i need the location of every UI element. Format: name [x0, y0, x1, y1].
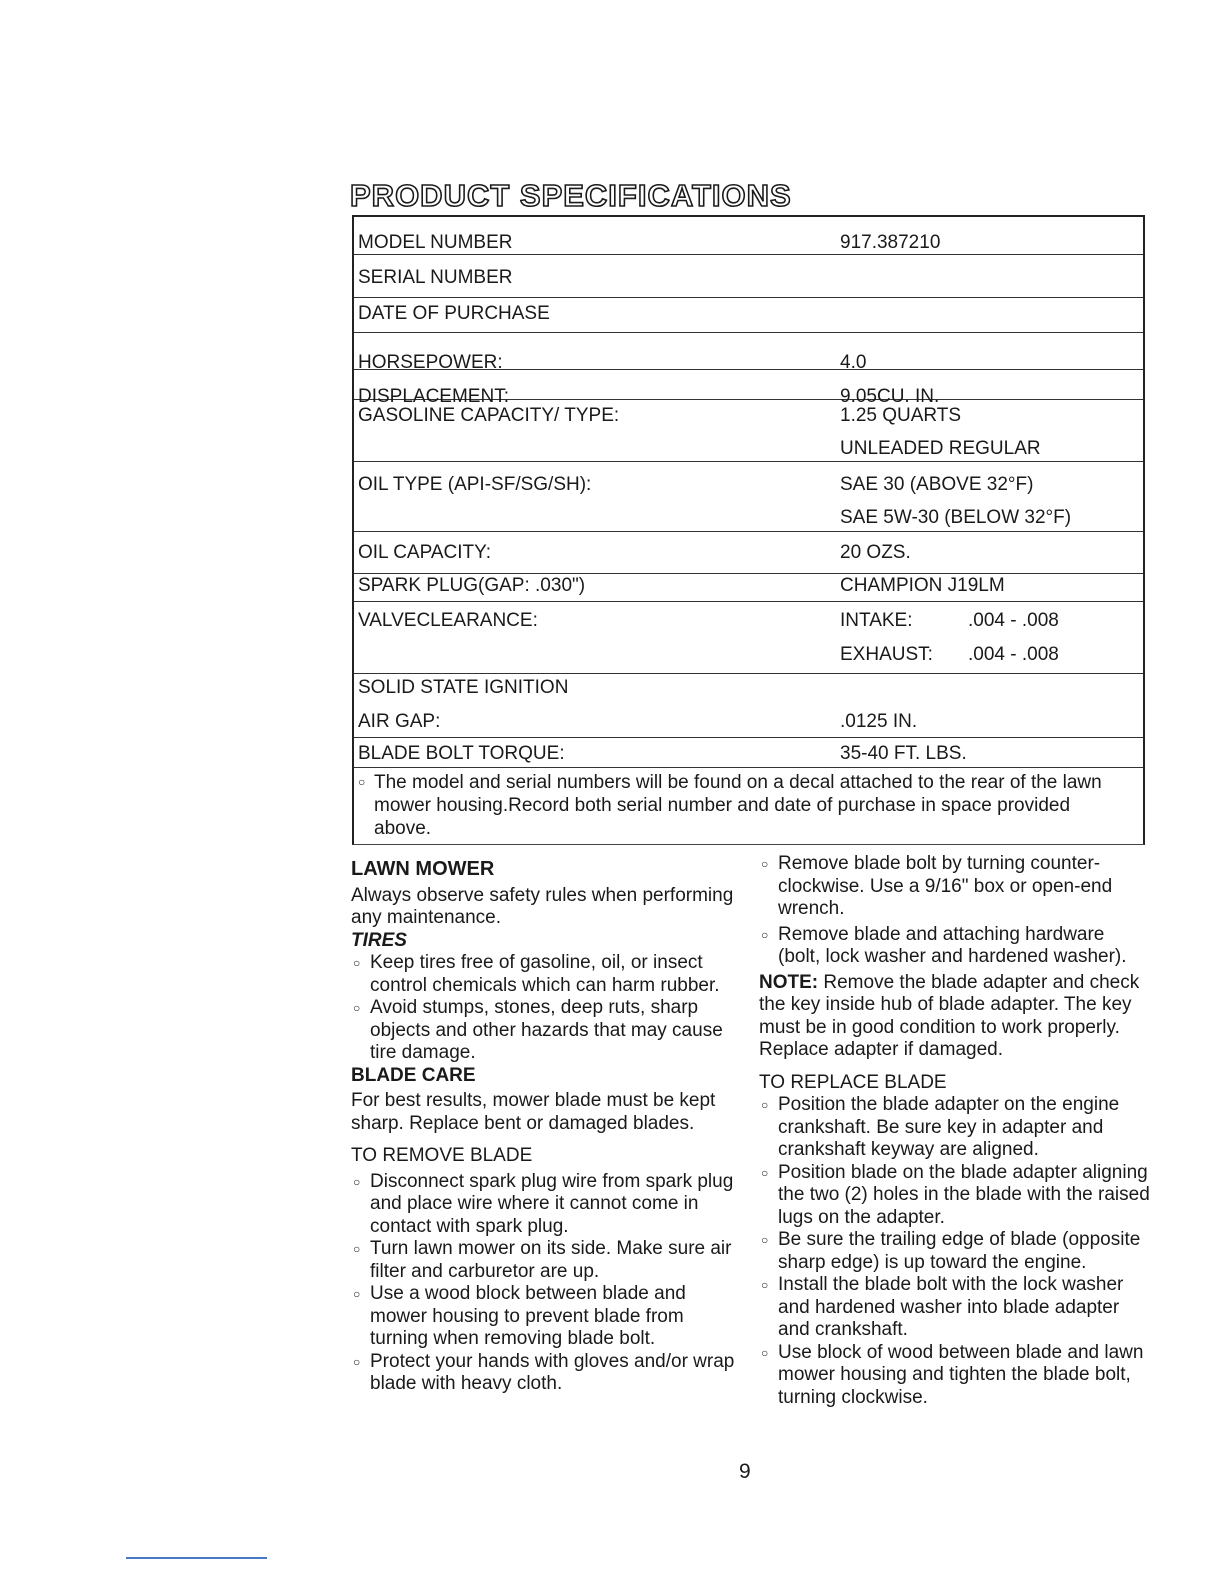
list-item-text: Be sure the trailing edge of blade (opposite sharp edge) is up toward the engine.	[778, 1229, 1141, 1273]
spec-label: SPARK PLUG(GAP: .030")	[358, 575, 586, 596]
bullet-icon: ○	[353, 1242, 361, 1256]
spec-value: SAE 5W-30 (BELOW 32°F)	[840, 507, 1072, 528]
list-item	[351, 1238, 743, 1283]
spec-label: SOLID STATE IGNITION	[358, 677, 569, 698]
note-paragraph	[759, 972, 1151, 1062]
spec-value: UNLEADED REGULAR	[840, 438, 1041, 459]
note-label: NOTE:	[759, 971, 819, 993]
spec-value: .004 - .008	[968, 644, 1059, 665]
list-item	[759, 924, 1151, 969]
spec-value: .004 - .008	[968, 610, 1059, 631]
bullet-icon: ○	[358, 775, 366, 789]
spec-row-spark-plug	[354, 574, 1143, 602]
bullet-icon: ○	[761, 857, 769, 871]
bullet-icon: ○	[761, 1098, 769, 1112]
spec-row-gasoline	[354, 400, 1143, 462]
page-title: PRODUCT SPECIFICATIONS	[350, 178, 792, 213]
section-heading-lawn-mower: LAWN MOWER	[351, 858, 495, 880]
footer-divider	[126, 1557, 267, 1559]
bullet-icon: ○	[353, 956, 361, 970]
spec-label: BLADE BOLT TORQUE:	[358, 743, 565, 764]
spec-value: 9.05CU. IN.	[840, 386, 940, 407]
list-item-text: Avoid stumps, stones, deep ruts, sharp objects and other hazards that may cause tire damage.	[370, 997, 723, 1063]
list-item	[351, 952, 743, 997]
spec-label: GASOLINE CAPACITY/ TYPE:	[358, 405, 620, 426]
note-text: Remove the blade adapter and check the key inside hub of blade adapter. The key must be in good condition to work properly. Replace adapter if damaged.	[759, 971, 1140, 1060]
bullet-icon: ○	[761, 927, 769, 942]
list-item-text: Use a wood block between blade and mower housing to prevent blade from turning when removing blade bolt.	[370, 1283, 686, 1349]
spec-value: 20 OZS.	[840, 542, 911, 563]
list-item	[759, 1162, 1151, 1230]
spec-label: AIR GAP:	[358, 711, 441, 732]
spec-row-model	[354, 217, 1143, 255]
intro-text: Always observe safety rules when performing any maintenance.	[351, 884, 734, 928]
spec-label: DISPLACEMENT:	[358, 386, 509, 407]
spec-table	[352, 215, 1145, 845]
spec-value: INTAKE:	[840, 610, 913, 631]
list-item-text: Remove blade and attaching hardware (bolt, lock washer and hardened washer).	[778, 923, 1127, 967]
spec-label: HORSEPOWER:	[358, 352, 503, 373]
list-item	[759, 1274, 1151, 1342]
spec-row-displacement	[354, 370, 1143, 407]
spec-value: 1.25 QUARTS	[840, 405, 962, 426]
spec-note-text: The model and serial numbers will be found on a decal attached to the rear of the lawn mower housing.Record both serial number and date of purchase in space provided above.	[374, 772, 1102, 839]
page-number: 9	[739, 1460, 751, 1483]
spec-value: 917.387210	[840, 232, 941, 253]
spec-row-oil-type	[354, 462, 1143, 532]
bullet-icon: ○	[353, 1354, 361, 1369]
bullet-icon: ○	[353, 1001, 361, 1015]
list-item-text: Position the blade adapter on the engine crankshaft. Be sure key in adapter and crankshaft keyway are aligned.	[778, 1094, 1120, 1160]
section-heading-tires: TIRES	[351, 929, 407, 951]
spec-value: SAE 30 (ABOVE 32°F)	[840, 474, 1034, 495]
list-item-text: Install the blade bolt with the lock washer and hardened washer into blade adapter and crankshaft.	[778, 1274, 1124, 1340]
spec-label: OIL CAPACITY:	[358, 542, 492, 563]
spec-row-blade-torque	[354, 738, 1143, 768]
list-item	[351, 1351, 743, 1396]
spec-label: OIL TYPE (API-SF/SG/SH):	[358, 474, 592, 495]
bullet-icon: ○	[761, 1165, 769, 1180]
spec-row-horsepower	[354, 333, 1143, 373]
bullet-icon: ○	[353, 1174, 361, 1189]
right-column	[759, 853, 1151, 1409]
spec-value: CHAMPION J19LM	[840, 575, 1005, 596]
bullet-icon: ○	[761, 1278, 769, 1292]
spec-label: VALVECLEARANCE:	[358, 610, 538, 631]
list-item-text: Keep tires free of gasoline, oil, or insect control chemicals which can harm rubber.	[370, 952, 720, 996]
list-item	[351, 1283, 743, 1351]
list-item-text: Turn lawn mower on its side. Make sure air filter and carburetor are up.	[370, 1238, 732, 1282]
bullet-icon: ○	[761, 1345, 769, 1360]
list-item-text: Disconnect spark plug wire from spark plug and place wire where it cannot come in contact with spark plug.	[370, 1170, 734, 1237]
spec-row-ignition	[354, 674, 1143, 738]
bullet-icon: ○	[353, 1287, 361, 1301]
spec-value: 35-40 FT. LBS.	[840, 743, 967, 764]
bullet-icon: ○	[761, 1233, 769, 1247]
section-heading-remove-blade: TO REMOVE BLADE	[351, 1145, 533, 1166]
section-heading-blade-care: BLADE CARE	[351, 1064, 476, 1086]
list-item-text: Remove blade bolt by turning counter-clockwise. Use a 9/16" box or open-end wrench.	[778, 853, 1113, 919]
spec-row-serial	[354, 255, 1143, 298]
list-item	[759, 1094, 1151, 1162]
list-item-text: Use block of wood between blade and lawn mower housing and tighten the blade bolt, turning clockwise.	[778, 1341, 1144, 1408]
list-item-text: Protect your hands with gloves and/or wrap blade with heavy cloth.	[370, 1350, 735, 1394]
spec-value: .0125 IN.	[840, 711, 918, 732]
spec-label: MODEL NUMBER	[358, 232, 513, 253]
spec-label: DATE OF PURCHASE	[358, 303, 550, 324]
spec-value: EXHAUST:	[840, 644, 933, 665]
spec-row-purchase-date	[354, 298, 1143, 333]
section-heading-replace-blade: TO REPLACE BLADE	[759, 1071, 947, 1093]
left-column	[351, 858, 743, 1396]
list-item	[759, 1342, 1151, 1410]
list-item	[351, 997, 743, 1065]
list-item	[759, 853, 1151, 921]
spec-value: 4.0	[840, 352, 867, 373]
spec-row-valve-clearance	[354, 602, 1143, 674]
spec-row-oil-capacity	[354, 532, 1143, 574]
list-item	[759, 1229, 1151, 1274]
blade-care-text: For best results, mower blade must be kept sharp. Replace bent or damaged blades.	[351, 1090, 716, 1134]
spec-note	[358, 771, 1103, 840]
spec-label: SERIAL NUMBER	[358, 267, 513, 288]
list-item	[351, 1171, 743, 1239]
list-item-text: Position blade on the blade adapter aligning the two (2) holes in the blade with the raised lugs on the adapter.	[778, 1161, 1150, 1228]
